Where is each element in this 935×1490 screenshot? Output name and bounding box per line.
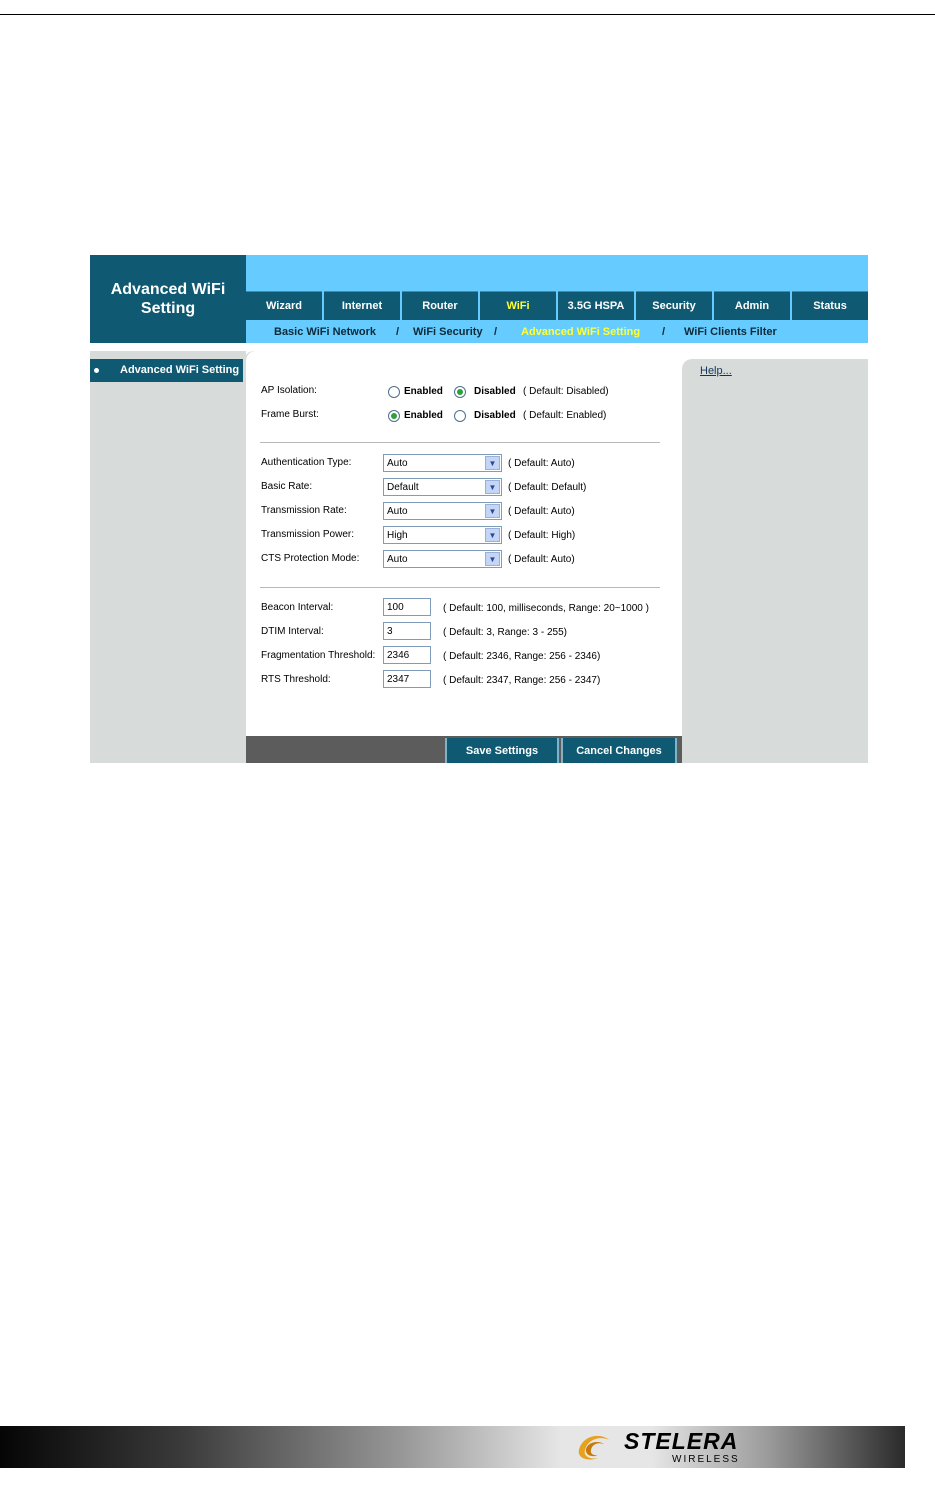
cts-protection-label: CTS Protection Mode: — [261, 553, 360, 564]
divider — [260, 587, 660, 588]
stelera-logo — [576, 1428, 796, 1468]
basic-rate-select[interactable]: Default ▼ — [383, 478, 502, 496]
sidebar-item-advanced-wifi[interactable]: Advanced WiFi Setting — [90, 359, 243, 382]
logo-wordmark: STELERA — [624, 1428, 739, 1454]
auth-type-label: Authentication Type: — [261, 457, 352, 468]
subnav-wifi-security[interactable]: WiFi Security — [413, 326, 483, 338]
bullet-icon — [94, 368, 99, 373]
router-admin-window — [90, 255, 868, 763]
ap-isolation-label: AP Isolation: — [261, 385, 317, 396]
rts-threshold-label: RTS Threshold: — [261, 674, 331, 685]
fragmentation-threshold-label: Fragmentation Threshold: — [261, 650, 376, 661]
ap-isolation-disabled-label: Disabled — [474, 386, 516, 397]
frame-burst-disabled-label: Disabled — [474, 410, 516, 421]
tab-internet[interactable]: Internet — [324, 291, 400, 320]
cts-protection-hint: ( Default: Auto) — [508, 554, 575, 565]
gap-band — [90, 343, 868, 351]
action-bar — [246, 736, 682, 763]
transmission-power-label: Transmission Power: — [261, 529, 354, 540]
main-tabs — [246, 291, 868, 320]
cancel-changes-button[interactable]: Cancel Changes — [561, 738, 677, 763]
fragmentation-threshold-input[interactable] — [383, 646, 431, 664]
subnav-separator: / — [494, 326, 498, 338]
dtim-interval-hint: ( Default: 3, Range: 3 - 255) — [443, 627, 567, 638]
transmission-power-select[interactable]: High ▼ — [383, 526, 502, 544]
transmission-rate-select[interactable]: Auto ▼ — [383, 502, 502, 520]
dtim-interval-label: DTIM Interval: — [261, 626, 324, 637]
fragmentation-threshold-hint: ( Default: 2346, Range: 256 - 2346) — [443, 651, 601, 662]
logo-subtitle: WIRELESS — [672, 1454, 740, 1465]
tab-wifi[interactable]: WiFi — [480, 291, 556, 320]
save-settings-button[interactable]: Save Settings — [445, 738, 559, 763]
chevron-down-icon: ▼ — [485, 552, 500, 566]
beacon-interval-hint: ( Default: 100, milliseconds, Range: 20~1000 ) — [443, 603, 649, 614]
settings-form — [246, 351, 682, 736]
subnav-advanced-wifi[interactable]: Advanced WiFi Setting — [521, 326, 641, 338]
ap-isolation-enabled-radio[interactable] — [388, 386, 400, 398]
dtim-interval-input[interactable] — [383, 622, 431, 640]
subnav-separator: / — [396, 326, 400, 338]
header-rule — [0, 14, 935, 15]
basic-rate-hint: ( Default: Default) — [508, 482, 587, 493]
transmission-rate-label: Transmission Rate: — [261, 505, 347, 516]
subnav-wifi-clients-filter[interactable]: WiFi Clients Filter — [684, 326, 777, 338]
chevron-down-icon: ▼ — [485, 504, 500, 518]
divider — [260, 442, 660, 443]
tab-status[interactable]: Status — [792, 291, 868, 320]
ap-isolation-hint: ( Default: Disabled) — [523, 386, 609, 397]
chevron-down-icon: ▼ — [485, 456, 500, 470]
tab-wizard[interactable]: Wizard — [246, 291, 322, 320]
transmission-power-hint: ( Default: High) — [508, 530, 576, 541]
subnav-separator: / — [662, 326, 666, 338]
tab-security[interactable]: Security — [636, 291, 712, 320]
transmission-rate-hint: ( Default: Auto) — [508, 506, 575, 517]
beacon-interval-input[interactable] — [383, 598, 431, 616]
rts-threshold-hint: ( Default: 2347, Range: 256 - 2347) — [443, 675, 601, 686]
basic-rate-label: Basic Rate: — [261, 481, 313, 492]
auth-type-select[interactable]: Auto ▼ — [383, 454, 502, 472]
ap-isolation-enabled-label: Enabled — [404, 386, 443, 397]
subnav-basic-wifi[interactable]: Basic WiFi Network — [274, 326, 376, 338]
frame-burst-enabled-label: Enabled — [404, 410, 443, 421]
auth-type-hint: ( Default: Auto) — [508, 458, 575, 469]
tab-hspa[interactable]: 3.5G HSPA — [558, 291, 634, 320]
cts-protection-select[interactable]: Auto ▼ — [383, 550, 502, 568]
chevron-down-icon: ▼ — [485, 528, 500, 542]
rts-threshold-input[interactable] — [383, 670, 431, 688]
tab-router[interactable]: Router — [402, 291, 478, 320]
frame-burst-label: Frame Burst: — [261, 409, 319, 420]
tab-admin[interactable]: Admin — [714, 291, 790, 320]
swoosh-logo-icon — [576, 1430, 612, 1462]
frame-burst-enabled-radio[interactable] — [388, 410, 400, 422]
page-title: Advanced WiFi Setting — [90, 255, 246, 343]
sub-navigation — [246, 322, 868, 343]
ap-isolation-disabled-radio[interactable] — [454, 386, 466, 398]
beacon-interval-label: Beacon Interval: — [261, 602, 334, 613]
chevron-down-icon: ▼ — [485, 480, 500, 494]
frame-burst-disabled-radio[interactable] — [454, 410, 466, 422]
frame-burst-hint: ( Default: Enabled) — [523, 410, 607, 421]
sidebar — [90, 351, 246, 763]
help-link[interactable]: Help... — [700, 365, 732, 377]
help-panel — [682, 359, 868, 763]
